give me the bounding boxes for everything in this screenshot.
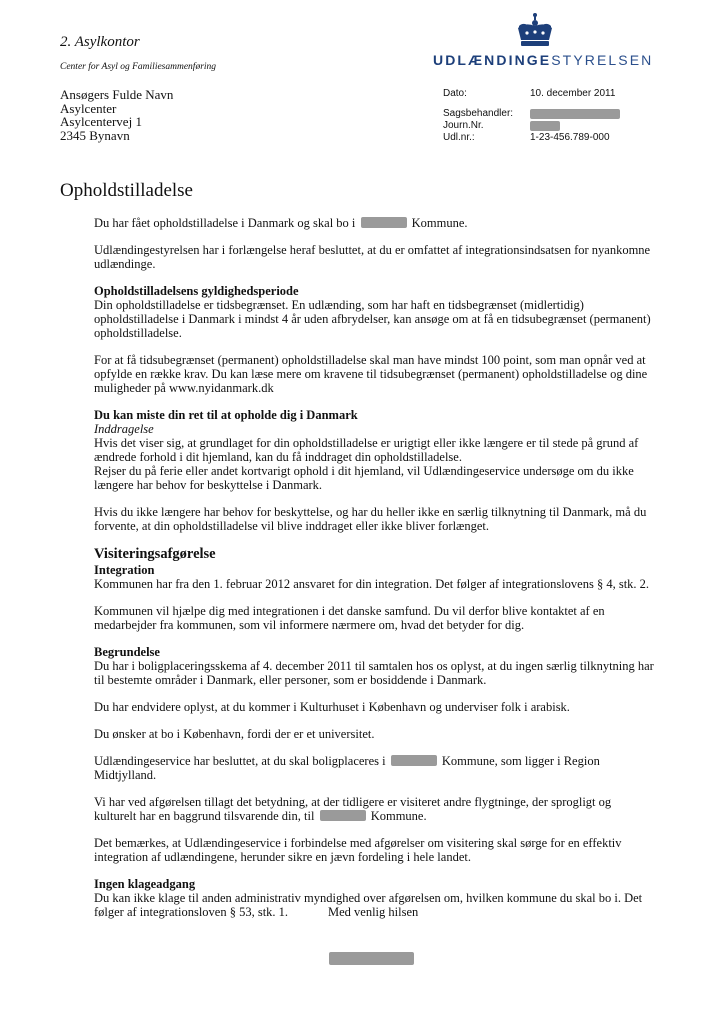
document-title: Opholdstilladelse <box>60 180 193 201</box>
recipient-address <box>60 88 173 142</box>
paragraph: Du ønsker at bo i København, fordi der er et universitet. <box>94 727 375 741</box>
recipient-line-4: 2345 Bynavn <box>60 127 130 143</box>
logo-text-bold: UDLÆNDINGE <box>433 52 552 68</box>
office-name: 2. Asylkontor <box>60 34 140 50</box>
logo-text-light: STYRELSEN <box>551 52 654 68</box>
paragraph-text: Kommune. <box>370 809 427 823</box>
paragraph: Din opholdstilladelse er tidsbegrænset. En udlænding, som har haft en tidsbegrænset (midlertidig) opholdstilladelse i Danmark i mindst 4 år uden afbrydelser, kan ansøge om at få en tidsubegrænset (permanent) opholdstilladelse. <box>94 298 651 340</box>
paragraph-text: Udlændingeservice har besluttet, at du skal boligplaceres i <box>94 754 386 768</box>
signature-redaction <box>329 952 414 965</box>
paragraph <box>94 754 654 782</box>
paragraph-text: Du har fået opholdstilladelse i Danmark og skal bo i <box>94 216 356 230</box>
paragraph: Du kan ikke klage til anden administrativ myndighed over afgørelsen om, hvilken kommune du skal bo i. Det følger af integrationsloven § 53, stk. 1. <box>94 891 643 919</box>
date-label: Dato: <box>443 88 467 99</box>
udl-value: 1-23-456.789-000 <box>530 132 610 143</box>
letter-body <box>94 216 654 932</box>
caseworker-redaction <box>530 109 620 120</box>
caseworker-label: Sagsbehandler: <box>443 108 514 119</box>
section-heading: Visiteringsafgørelse <box>94 546 216 562</box>
paragraph: Kommunen har fra den 1. februar 2012 ansvaret for din integration. Det følger af integrationslovens § 4, stk. 2. <box>94 577 650 591</box>
recipient-name: Ansøgers Fulde Navn <box>60 87 174 102</box>
paragraph-text: Kommune, som ligger i Region Midtjylland. <box>94 754 600 782</box>
paragraph <box>94 795 654 823</box>
redaction-block <box>530 109 620 119</box>
paragraph: Udlændingestyrelsen har i forlængelse heraf besluttet, at du er omfattet af integrationsindsatsen for nyankomne udlændinge. <box>94 243 651 271</box>
paragraph: Rejser du på ferie eller andet kortvarigt ophold i dit hjemland, vil Udlændingeservice undersøge om du ikke længere har behov for beskyttelse i Danmark. <box>94 464 634 492</box>
paragraph: Hvis du ikke længere har behov for beskyttelse, og har du heller ikke en særlig tilknytning til Danmark, må du forvente, at din opholdstilladelse vil blive inddraget eller ikke bliver forlænget. <box>94 505 647 533</box>
paragraph: Det bemærkes, at Udlændingeservice i forbindelse med afgørelser om visitering skal sørge for en effektiv integration af udlændingene, herunder sikre en jævn fordeling i hele landet. <box>94 836 622 864</box>
section-heading: Ingen klageadgang <box>94 877 196 891</box>
subheading: Inddragelse <box>94 422 154 436</box>
section-heading: Begrundelse <box>94 645 160 659</box>
redaction-block <box>530 121 560 131</box>
section-heading: Du kan miste din ret til at opholde dig i Danmark <box>94 408 358 422</box>
journal-redaction <box>530 121 560 132</box>
crown-icon <box>515 12 555 48</box>
section-heading: Opholdstilladelsens gyldighedsperiode <box>94 284 299 298</box>
paragraph: For at få tidsubegrænset (permanent) opholdstilladelse skal man have mindst 100 point, som man opnår ved at opfylde en række krav. Du kan læse mere om kravene til tidsubegrænset (permanent) opholdstilladelse og dine muligheder på www.nyidanmark.dk <box>94 353 648 395</box>
redaction-block <box>361 217 407 228</box>
redaction-block <box>391 755 437 766</box>
paragraph: Du har endvidere oplyst, at du kommer i Kulturhuset i København og underviser folk i arabisk. <box>94 700 570 714</box>
journal-label: Journ.Nr. <box>443 120 484 131</box>
section-heading: Integration <box>94 563 155 577</box>
office-subtitle: Center for Asyl og Familiesammenføring <box>60 62 217 72</box>
recipient-line-2: Asylcenter <box>60 100 117 116</box>
paragraph-text: Kommune. <box>411 216 468 230</box>
redaction-block <box>320 810 366 821</box>
paragraph: Hvis det viser sig, at grundlaget for din opholdstilladelse er urigtigt eller ikke længere er til stede på grund af ændrede forhold i dit hjemland, kan du få inddraget din opholdstilladelse. <box>94 436 639 464</box>
paragraph: Kommunen vil hjælpe dig med integrationen i det danske samfund. Du vil derfor blive kontaktet af en medarbejder fra kommunen, som vil informere nærmere om, hvad det betyder for dig. <box>94 604 605 632</box>
paragraph: Du har i boligplaceringsskema af 4. december 2011 til samtalen hos os oplyst, at du ingen særlig tilknytning har til bestemte områder i Danmark, eller personer, som er bosiddende i Danmark. <box>94 659 654 687</box>
brand-logo-text <box>433 52 653 68</box>
paragraph <box>94 216 654 230</box>
recipient-line-3: Asylcentervej 1 <box>60 114 142 129</box>
paragraph-text: Vi har ved afgørelsen tillagt det betydning, at der tidligere er visiteret andre flygtninge, der sprogligt og kulturelt har en baggrund tilsvarende din, til <box>94 795 612 823</box>
closing-greeting: Med venlig hilsen <box>328 905 419 919</box>
date-value: 10. december 2011 <box>530 88 616 99</box>
udl-label: Udl.nr.: <box>443 132 475 143</box>
